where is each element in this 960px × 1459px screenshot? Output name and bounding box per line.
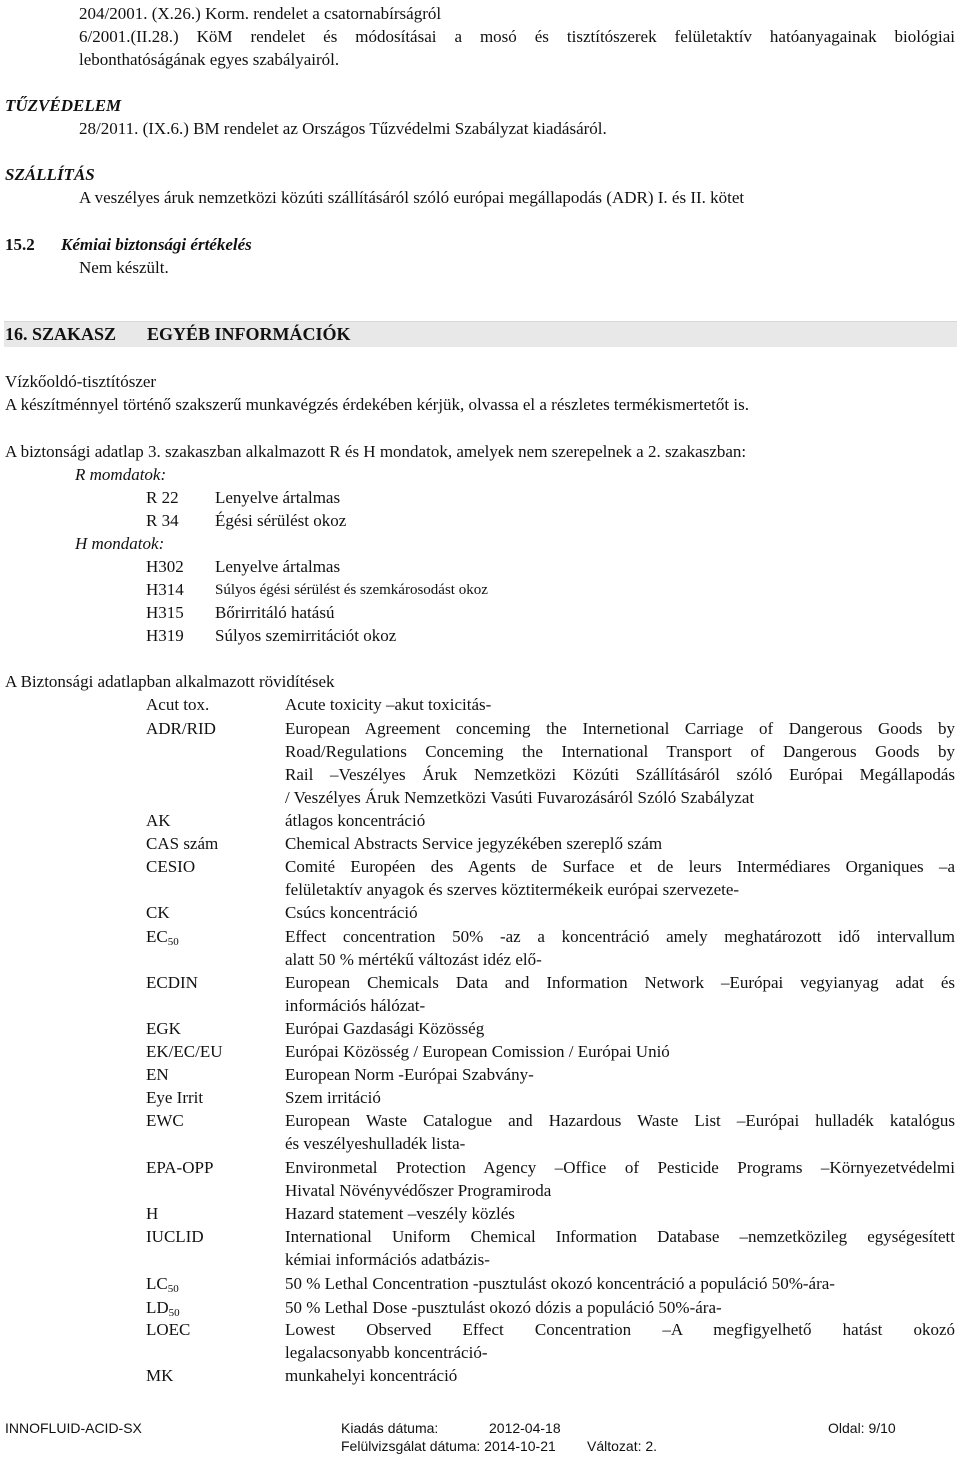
footer-version: Változat: 2. — [587, 1438, 658, 1454]
abbr-text: 50 % Lethal Concentration -pusztulást okozó koncentráció a populáció 50%-ára- — [285, 1274, 835, 1293]
abbr-key: EWC — [146, 1111, 184, 1130]
abbr-text: 50 % Lethal Dose -pusztulást okozó dózis a populáció 50%-ára- — [285, 1298, 722, 1317]
abbr-text: Csúcs koncentráció — [285, 903, 418, 922]
abbr-text: kémiai információs adatbázis- — [285, 1250, 490, 1269]
abbr-key: EK/EC/EU — [146, 1042, 223, 1061]
abbr-text: Szem irritáció — [285, 1088, 381, 1107]
abbr-text: Hivatal Növényvédőszer Programiroda — [285, 1181, 552, 1200]
footer-product-name: INNOFLUID-ACID-SX — [5, 1420, 142, 1436]
abbr-key: ECDIN — [146, 973, 198, 992]
phrases-intro: A biztonsági adatlap 3. szakaszban alkalmazott R és H mondatok, amelyek nem szerepelnek a 2. szakaszban: — [5, 442, 747, 461]
abbr-text: European Agreement conceming the Internetional Carriage of Dangerous Goods by — [285, 719, 955, 738]
r-phrase-code: R 22 — [146, 488, 179, 507]
abbr-text: legalacsonyabb koncentráció- — [285, 1343, 488, 1362]
abbr-text: European Chemicals Data and Information Network –Európai vegyianyag adat és — [285, 973, 955, 992]
abbr-text: és veszélyeshulladék lista- — [285, 1134, 466, 1153]
abbr-key: EN — [146, 1065, 169, 1084]
regulation-line: 6/2001.(II.28.) KöM rendelet és módosításai a mosó és tisztítószerek felületaktív hatóanyagainak biológiai — [79, 27, 955, 46]
abbr-key: H — [146, 1204, 159, 1223]
abbr-text: Comité Européen des Agents de Surface et de leurs Intermédiares Organiques –a — [285, 857, 955, 876]
regulation-line: lebonthatóságának egyes szabályairól. — [79, 50, 340, 69]
section-16-title: EGYÉB INFORMÁCIÓK — [147, 324, 351, 344]
abbr-key: AK — [146, 811, 171, 830]
abbr-key: $LC_{50}$ — [146, 1274, 179, 1295]
r-phrase-text: Lenyelve ártalmas — [215, 488, 341, 507]
footer-issue-label: Kiadás dátuma: — [341, 1420, 439, 1436]
h-phrase-text: Súlyos égési sérülést és szemkárosodást okoz — [215, 582, 488, 598]
abbr-text: felületaktív anyagok és szerves köztitermékeik európai szervezete- — [285, 880, 740, 899]
abbr-key: EPA-OPP — [146, 1158, 214, 1177]
abbr-key: ADR/RID — [146, 719, 216, 738]
abbr-key: CK — [146, 903, 170, 922]
h-phrase-text: Lenyelve ártalmas — [215, 557, 341, 576]
abbr-text: Effect concentration 50% -az a koncentráció amely meghatározott idő intervallum — [285, 927, 955, 946]
abbr-key: EGK — [146, 1019, 181, 1038]
abbr-text: információs hálózat- — [285, 996, 426, 1015]
usage-advice: A készítménnyel történő szakszerű munkavégzés érdekében kérjük, olvassa el a részletes termékismertetőt is. — [5, 395, 749, 414]
abbreviations-title: A Biztonsági adatlapban alkalmazott rövidítések — [5, 672, 335, 691]
abbr-text: Environmetal Protection Agency –Office of Pesticide Programs –Környezetvédelmi — [285, 1158, 955, 1177]
transport-heading: SZÁLLÍTÁS — [5, 165, 95, 184]
transport-text: A veszélyes áruk nemzetközi közúti szállításáról szóló európai megállapodás (ADR) I. és II. kötet — [79, 188, 745, 207]
footer-issue-date: 2012-04-18 — [489, 1420, 561, 1436]
abbr-key: CESIO — [146, 857, 196, 876]
abbr-key: Eye Irrit — [146, 1088, 204, 1107]
abbr-key: MK — [146, 1366, 174, 1385]
abbr-key: IUCLID — [146, 1227, 204, 1246]
abbr-text: Road/Regulations Conceming the International Transport of Dangerous Goods by — [285, 742, 955, 761]
abbr-text: European Waste Catalogue and Hazardous Waste List –Európai hulladék katalógus — [285, 1111, 955, 1130]
section-15-2-text: Nem készült. — [79, 258, 169, 277]
abbr-key: Acut tox. — [146, 695, 210, 714]
regulation-line: 204/2001. (X.26.) Korm. rendelet a csatornabírságról — [79, 4, 442, 23]
fire-protection-text: 28/2011. (IX.6.) BM rendelet az Országos Tűzvédelmi Szabályzat kiadásáról. — [79, 119, 607, 138]
h-phrase-code: H319 — [146, 626, 184, 645]
r-phrases-title: R momdatok: — [75, 465, 167, 484]
abbr-text: Lowest Observed Effect Concentration –A megfigyelhető hatást okozó — [285, 1320, 955, 1339]
h-phrase-code: H315 — [146, 603, 184, 622]
h-phrase-text: Súlyos szemirritációt okoz — [215, 626, 397, 645]
section-15-2-number: 15.2 — [5, 235, 35, 254]
r-phrase-text: Égési sérülést okoz — [215, 511, 347, 530]
section-16-header — [4, 321, 957, 347]
h-phrases-title: H mondatok: — [75, 534, 165, 553]
abbr-text: munkahelyi koncentráció — [285, 1366, 458, 1385]
product-type: Vízkőoldó-tisztítószer — [5, 372, 157, 391]
abbr-text: International Uniform Chemical Information Database –nemzetközileg egységesített — [285, 1227, 955, 1246]
abbr-text: Hazard statement –veszély közlés — [285, 1204, 515, 1223]
abbr-key: LOEC — [146, 1320, 191, 1339]
h-phrase-code: H302 — [146, 557, 184, 576]
abbr-text: Európai Gazdasági Közösség — [285, 1019, 485, 1038]
fire-protection-heading: TŰZVÉDELEM — [5, 96, 122, 115]
section-15-2-title: Kémiai biztonsági értékelés — [61, 235, 252, 254]
abbr-text: European Norm -Európai Szabvány- — [285, 1065, 534, 1084]
r-phrase-code: R 34 — [146, 511, 179, 530]
abbr-text: Rail –Veszélyes Áruk Nemzetközi Közúti Szállításáról szóló Európai Megállapodás — [285, 765, 955, 784]
abbr-text: Európai Közösség / European Comission / Európai Unió — [285, 1042, 670, 1061]
abbr-key: CAS szám — [146, 834, 219, 853]
h-phrase-text: Bőrirritáló hatású — [215, 603, 335, 622]
footer-revision-date: Felülvizsgálat dátuma: 2014-10-21 — [341, 1438, 556, 1454]
footer-page-number: Oldal: 9/10 — [828, 1420, 896, 1436]
abbr-text: Chemical Abstracts Service jegyzékében szereplő szám — [285, 834, 663, 853]
abbr-text: / Veszélyes Áruk Nemzetközi Vasúti Fuvarozásáról Szóló Szabályzat — [285, 788, 755, 807]
abbr-key: $LD_{50}$ — [146, 1298, 180, 1319]
abbr-text: alatt 50 % mértékű változást idéz elő- — [285, 950, 542, 969]
abbr-text: átlagos koncentráció — [285, 811, 426, 830]
abbr-text: Acute toxicity –akut toxicitás- — [285, 695, 492, 714]
section-16-number: 16. SZAKASZ — [5, 324, 117, 344]
h-phrase-code: H314 — [146, 580, 184, 599]
abbr-key: $EC_{50}$ — [146, 927, 179, 948]
